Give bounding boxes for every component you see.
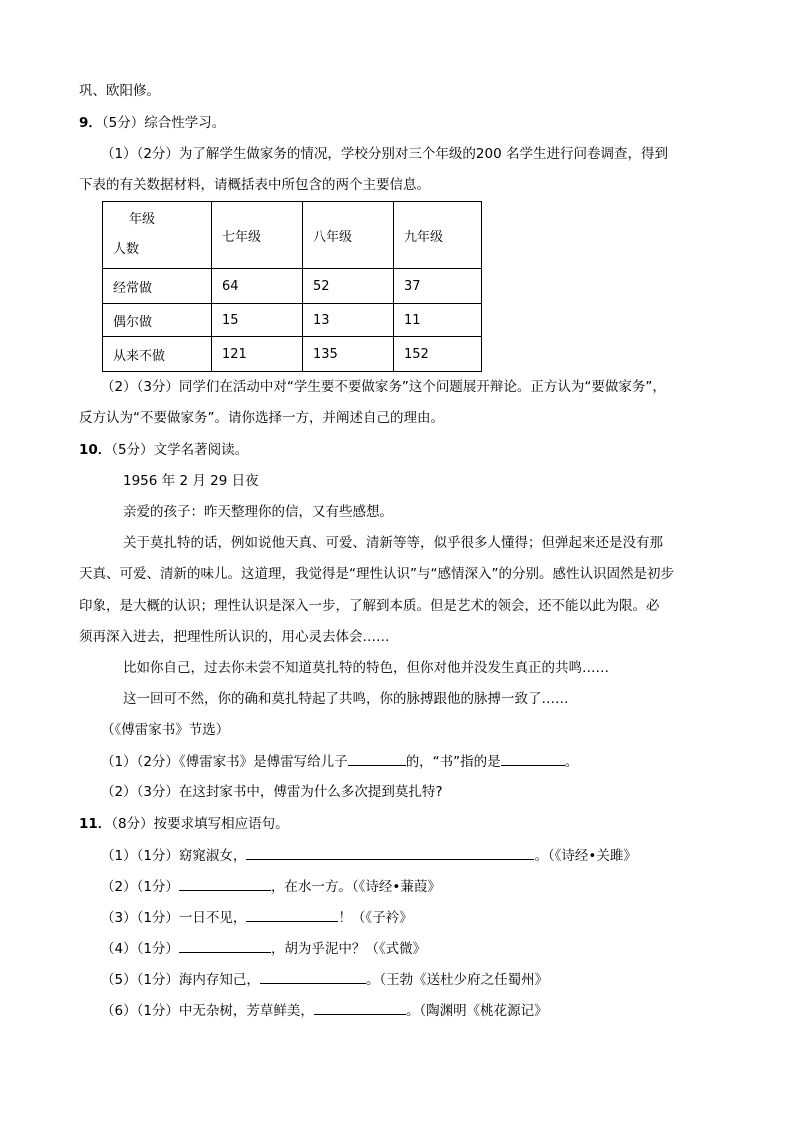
- table-cell: 37: [394, 269, 482, 304]
- table-header-cell: 八年级: [303, 202, 394, 269]
- fill-item-prefix: （4）（1分）: [101, 941, 179, 957]
- question-11-title: （8分）按要求填写相应语句。: [111, 816, 289, 832]
- q10-sub1: [101, 751, 578, 772]
- fill-item-6: [101, 1000, 548, 1021]
- question-9-number: 9．: [79, 115, 102, 131]
- fill-item-prefix: （2）（1分）: [101, 879, 179, 895]
- survey-table: [102, 201, 482, 372]
- table-header-row: [103, 202, 482, 269]
- table-cell: 135: [303, 337, 394, 372]
- q9-part1-line2: 下表的有关数据材料，请概括表中所包含的两个主要信息。: [79, 177, 430, 193]
- table-cell: 15: [212, 304, 303, 337]
- table-cell: 121: [212, 337, 303, 372]
- table-row: [103, 304, 482, 337]
- fill-item-suffix: 。（《诗经•关雎》: [534, 848, 637, 864]
- fragment-line: 巩、欧阳修。: [79, 83, 160, 99]
- letter-para1-line4: 须再深入进去，把理性所认识的，用心灵去体会……: [79, 629, 390, 645]
- table-cell: 13: [303, 304, 394, 337]
- answer-blank[interactable]: [501, 751, 565, 766]
- answer-blank[interactable]: [179, 876, 271, 891]
- fill-item-suffix: 。（王勃《送杜少府之任蜀州》: [365, 972, 549, 988]
- fill-item-suffix: 。（陶渊明《桃花源记》: [405, 1003, 548, 1019]
- question-10-title: （5分）文学名著阅读。: [111, 442, 249, 458]
- letter-para1-line1: 关于莫扎特的话，例如说他天真、可爱、清新等等，似乎很多人懂得；但弹起来还是没有那: [123, 535, 663, 551]
- answer-blank[interactable]: [246, 907, 338, 922]
- fill-item-2: [101, 876, 441, 897]
- table-row-label: 从来不做: [103, 337, 212, 372]
- fill-item-4: [101, 938, 426, 959]
- answer-blank[interactable]: [246, 845, 534, 860]
- corner-count-label: 人数: [113, 242, 140, 257]
- letter-greeting: 亲爱的孩子：昨天整理你的信，又有些感想。: [123, 504, 393, 520]
- answer-blank[interactable]: [260, 969, 366, 984]
- table-row-label: 经常做: [103, 269, 212, 304]
- q9-part2-line2: 反方认为“不要做家务”。请你选择一方，并阐述自己的理由。: [79, 410, 444, 426]
- answer-blank[interactable]: [348, 751, 406, 766]
- letter-para3: 这一回可不然，你的确和莫扎特起了共鸣，你的脉搏跟他的脉搏一致了……: [123, 691, 569, 707]
- question-10-number: 10．: [79, 442, 112, 458]
- letter-para2: 比如你自己，过去你未尝不知道莫扎特的特色，但你对他并没发生真正的共鸣……: [123, 660, 609, 676]
- fill-item-suffix: ！（《子衿》: [338, 910, 413, 926]
- q9-part1-line1: （1）（2分）为了解学生做家务的情况，学校分别对三个年级的200 名学生进行问卷调查，得到: [101, 146, 668, 162]
- letter-para1-line3: 印象，是大概的认识；理性认识是深入一步，了解到本质。但是艺术的领会，还不能以此为限。必: [79, 598, 660, 614]
- answer-blank[interactable]: [314, 1000, 406, 1015]
- question-9-heading: [79, 113, 225, 133]
- table-row-label: 偶尔做: [103, 304, 212, 337]
- table-header-cell: 九年级: [394, 202, 482, 269]
- q10-sub2: （2）（3分）在这封家书中，傅雷为什么多次提到莫扎特?: [101, 784, 443, 800]
- q10-sub1-text-a: （1）（2分）《傅雷家书》是傅雷写给儿子: [101, 754, 348, 770]
- answer-blank[interactable]: [179, 938, 271, 953]
- corner-grade-label: 年级: [129, 212, 156, 227]
- q10-sub1-text-c: 。: [564, 754, 579, 770]
- table-cell: 11: [394, 304, 482, 337]
- table-corner-cell: [103, 202, 212, 269]
- fill-item-suffix: ，胡为乎泥中？（《式微》: [270, 941, 427, 957]
- question-10-heading: [79, 440, 248, 460]
- question-11-heading: [79, 814, 289, 834]
- table-cell: 64: [212, 269, 303, 304]
- letter-para1-line2: 天真、可爱、清新的味儿。这道理，我觉得是“理性认识”与“感情深入”的分别。感性认识固然是初步: [79, 566, 674, 582]
- fill-item-5: [101, 969, 548, 990]
- fill-item-prefix: （6）（1分）中无杂树，芳草鲜美，: [101, 1003, 314, 1019]
- fill-item-prefix: （1）（1分）窈窕淑女，: [101, 848, 247, 864]
- fill-item-prefix: （5）（1分）海内存知己，: [101, 972, 260, 988]
- table-row: [103, 337, 482, 372]
- question-9-title: （5分）综合性学习。: [101, 115, 226, 131]
- q10-sub1-text-b: 的，“书”指的是: [405, 754, 501, 770]
- fill-item-3: [101, 907, 413, 928]
- q9-part2-line1: （2）（3分）同学们在活动中对“学生要不要做家务”这个问题展开辩论。正方认为“要做家务”，: [101, 379, 666, 395]
- table-cell: 152: [394, 337, 482, 372]
- question-11-number: 11．: [79, 816, 112, 832]
- letter-date: 1956 年 2 月 29 日夜: [123, 473, 259, 489]
- table-cell: 52: [303, 269, 394, 304]
- fill-item-prefix: （3）（1分）一日不见，: [101, 910, 247, 926]
- fill-item-1: [101, 845, 637, 866]
- table-row: [103, 269, 482, 304]
- table-header-cell: 七年级: [212, 202, 303, 269]
- letter-source: （《傅雷家书》节选）: [101, 722, 230, 738]
- fill-item-suffix: ，在水一方。（《诗经•蒹葭》: [270, 879, 441, 895]
